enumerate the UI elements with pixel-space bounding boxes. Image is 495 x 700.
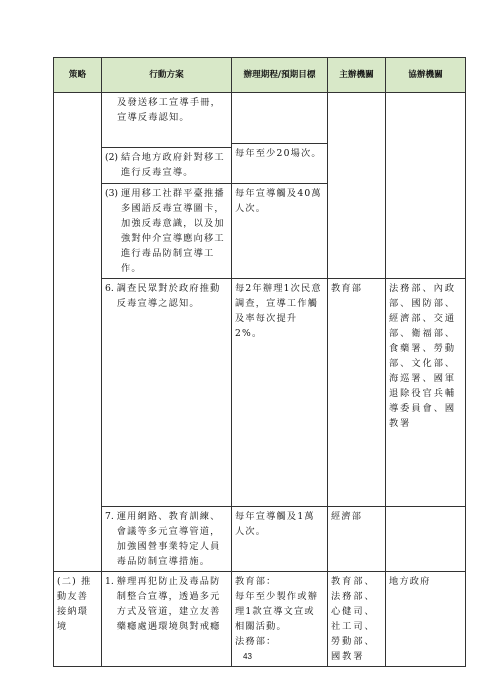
co-cell: 地方政府	[386, 572, 466, 667]
action-text: 辦理再犯防止及毒品防制整合宣導，透過多元方式及管道，建立友善藥癮處遇環境與對戒癮	[116, 576, 221, 632]
target-agency-label: 教育部：	[235, 576, 277, 587]
action-cell	[102, 507, 232, 572]
page-number: 43	[243, 652, 252, 661]
target-cell: 每年宣導觸及1萬人次。	[232, 507, 328, 572]
action-text: 及發送移工宣導手冊，宣導反毒認知。	[117, 97, 221, 123]
header-action-plan: 行動方案	[102, 58, 232, 93]
action-cell	[102, 184, 232, 279]
item-number: 7.	[105, 511, 117, 522]
target-cell: 每年宣導觸及40萬人次。	[232, 184, 328, 279]
header-strategy: 策略	[54, 58, 102, 93]
strategy-cell	[54, 93, 102, 572]
action-text: 運用移工社群平臺推播多國語反毒宣導圖卡，加強反毒意識，以及加強對仲介宣導應向移工進行毒品防制宣導工作。	[120, 188, 225, 274]
co-cell	[386, 507, 466, 572]
action-text: 結合地方政府針對移工進行反毒宣導。	[120, 152, 225, 178]
target-text: 每年至少製作或辦理1款宣導文宣或相關活動。	[235, 591, 319, 632]
target-agency-label: 法務部：	[235, 636, 277, 647]
action-text: 調查民眾對於政府推動反毒宣導之認知。	[116, 283, 221, 309]
table-row	[54, 279, 466, 507]
lead-cell	[328, 93, 386, 279]
strategy-cell: (二) 推動友善接納環境	[54, 572, 102, 667]
table-row	[54, 93, 466, 148]
lead-cell: 教育部、法務部、心健司、社工司、勞動部、國教署	[328, 572, 386, 667]
item-number: 6.	[105, 283, 117, 294]
item-number: 1.	[105, 576, 117, 587]
table-row	[54, 507, 466, 572]
table-header-row	[54, 58, 466, 93]
header-co-agency: 協辦機關	[386, 58, 466, 93]
header-lead-agency: 主辦機關	[328, 58, 386, 93]
co-cell	[386, 93, 466, 279]
item-number: (2)	[105, 152, 121, 163]
header-schedule-target: 辦理期程/預期目標	[232, 58, 328, 93]
item-number: (3)	[105, 188, 121, 199]
action-plan-table	[53, 57, 466, 667]
action-cell	[102, 279, 232, 507]
action-cell	[102, 148, 232, 184]
lead-cell: 經濟部	[328, 507, 386, 572]
target-text: 每年至少20場次。	[235, 148, 322, 159]
target-cell: 每2年辦理1次民意調查，宣導工作觸及率每次提升2%。	[232, 279, 328, 507]
co-cell: 法務部、內政部、國防部、經濟部、交通部、衛福部、食藥署、勞動部、文化部、海巡署、國軍退除役官兵輔導委員會、國教署	[386, 279, 466, 507]
lead-cell: 教育部	[328, 279, 386, 507]
action-text: 運用網路、教育訓練、會議等多元宣導管道，加強國營事業特定人員毒品防制宣導措施。	[116, 511, 221, 567]
target-cell-merged	[232, 93, 328, 184]
action-cell	[102, 93, 232, 148]
